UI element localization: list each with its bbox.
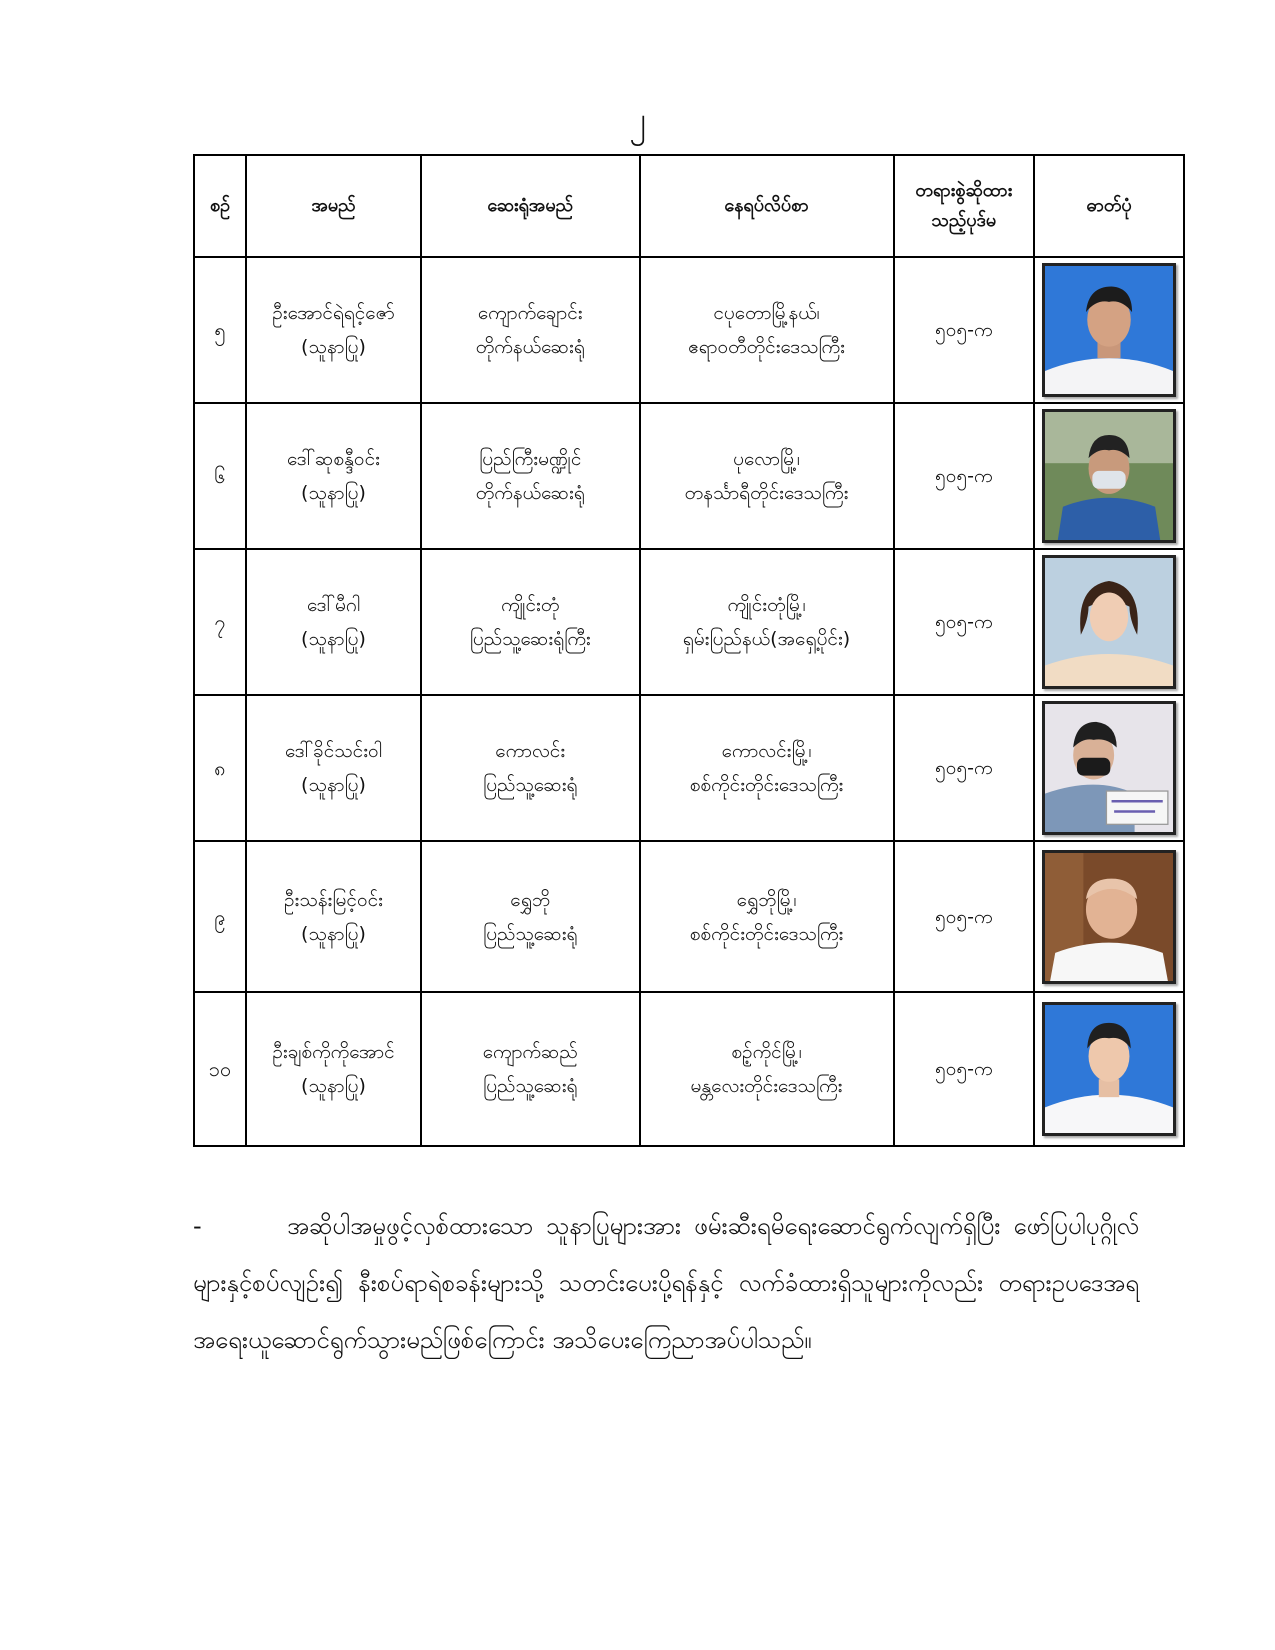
- header-photo: ဓာတ်ပုံ: [1034, 155, 1184, 257]
- row-address-line1: ရွှေဘိုမြို့၊: [736, 888, 797, 911]
- row-charge-section: ၅၀၅-က: [894, 695, 1035, 841]
- row-hospital-line2: ပြည်သူ့ဆေးရုံ: [483, 922, 578, 945]
- row-name-cell: [246, 695, 421, 841]
- row-photo-cell: [1034, 257, 1184, 403]
- row-hospital-cell: [421, 841, 640, 992]
- row-address-line2: ဧရာဝတီတိုင်းဒေသကြီး: [688, 336, 845, 358]
- row-hospital-line2: ပြည်သူ့ဆေးရုံ: [483, 774, 578, 796]
- row-role: (သူနာပြု): [301, 922, 366, 945]
- table-row: [194, 695, 1184, 841]
- nurse-roster-table: [193, 154, 1185, 1147]
- row-name-cell: [246, 549, 421, 695]
- table-row: [194, 257, 1184, 403]
- notice-text: အဆိုပါအမှုဖွင့်လှစ်ထားသော သူနာပြုများအား ဖမ်းဆီးရမိရေးဆောင်ရွက်လျက်ရှိပြီး ဖော်ပြပါပုဂ္ဂိုလ်များနှင့်စပ်လျဉ်း၍ နီးစပ်ရာရဲစခန်းများသို့ သတင်းပေးပို့ရန်နှင့် လက်ခံထားရှိသူများကိုလည်း တရားဥပဒေအရ အရေးယူဆောင်ရွက်သွားမည်ဖြစ်ကြောင်း အသိပေးကြေညာအပ်ပါသည်။: [193, 1212, 1139, 1354]
- header-name: အမည်: [246, 155, 421, 257]
- row-role: (သူနာပြု): [301, 336, 366, 358]
- row-photo-cell: [1034, 695, 1184, 841]
- row-name: ဦးချစ်ကိုကိုအောင်: [272, 1041, 395, 1063]
- row-role: (သူနာပြု): [301, 1075, 366, 1097]
- row-role: (သူနာပြု): [301, 628, 366, 650]
- row-address-cell: [640, 549, 894, 695]
- row-charge-section: ၅၀၅-က: [894, 403, 1035, 549]
- row-hospital-line1: ရွှေဘို: [510, 888, 551, 911]
- row-address-line2: တနင်္သာရီတိုင်းဒေသကြီး: [684, 482, 849, 504]
- row-name-cell: [246, 992, 421, 1146]
- row-address-line2: စစ်ကိုင်းတိုင်းဒေသကြီး: [689, 774, 844, 796]
- row-hospital-cell: [421, 257, 640, 403]
- page-number: ၂: [629, 100, 646, 140]
- row-hospital-cell: [421, 695, 640, 841]
- row-address-line1: ပုလောမြို့၊: [733, 448, 800, 470]
- table-header-row: [194, 155, 1184, 257]
- row-address-line1: ကျိုင်းတုံမြို့၊: [727, 594, 806, 616]
- row-number: ၈: [194, 695, 246, 841]
- row-photo-cell: [1034, 841, 1184, 992]
- header-no: စဉ်: [194, 155, 246, 257]
- row-role: (သူနာပြု): [301, 482, 366, 504]
- person-photo-icon: [1042, 1002, 1176, 1136]
- notice-paragraph: [193, 1198, 1139, 1369]
- header-hospital: ဆေးရုံအမည်: [421, 155, 640, 257]
- table-row: [194, 549, 1184, 695]
- row-hospital-line2: ပြည်သူ့ဆေးရုံ: [483, 1075, 578, 1097]
- row-hospital-cell: [421, 549, 640, 695]
- row-hospital-line1: ကောလင်း: [495, 740, 566, 762]
- person-photo-icon: [1042, 555, 1176, 689]
- row-hospital-line1: ကျောက်ဆည်: [482, 1041, 578, 1063]
- row-address-cell: [640, 992, 894, 1146]
- table-row: [194, 403, 1184, 549]
- header-address: နေရပ်လိပ်စာ: [640, 155, 894, 257]
- row-charge-section: ၅၀၅-က: [894, 549, 1035, 695]
- row-address-line2: မန္တလေးတိုင်းဒေသကြီး: [690, 1075, 843, 1097]
- row-name: ဦးသန်းမြင့်ဝင်း: [283, 888, 383, 911]
- row-name-cell: [246, 257, 421, 403]
- notice-dash: -: [193, 1212, 202, 1240]
- row-role: (သူနာပြု): [301, 774, 366, 796]
- row-address-line1: ငပုတောမြို့နယ်၊: [713, 302, 820, 324]
- row-address-line2: စစ်ကိုင်းတိုင်းဒေသကြီး: [689, 922, 844, 945]
- row-charge-section: ၅၀၅-က: [894, 841, 1035, 992]
- row-name: ဒေါ်မီဂါ: [306, 594, 361, 616]
- person-photo-icon: [1042, 409, 1176, 543]
- row-address-cell: [640, 257, 894, 403]
- header-charge-section: [894, 155, 1035, 257]
- row-name-cell: [246, 403, 421, 549]
- row-number: ၅: [194, 257, 246, 403]
- row-charge-section: ၅၀၅-က: [894, 257, 1035, 403]
- row-number: ၉: [194, 841, 246, 992]
- row-photo-cell: [1034, 403, 1184, 549]
- row-name: ဒေါ်ဆုစန္ဒီဝင်း: [287, 448, 380, 470]
- row-hospital-line1: ကျိုင်းတုံ: [501, 594, 560, 616]
- row-address-line2: ရှမ်းပြည်နယ်(အရှေ့ပိုင်း): [682, 628, 851, 650]
- table-row: [194, 992, 1184, 1146]
- person-photo-icon: [1042, 263, 1176, 397]
- row-photo-cell: [1034, 549, 1184, 695]
- row-hospital-cell: [421, 403, 640, 549]
- row-name-cell: [246, 841, 421, 992]
- row-address-line1: စဉ့်ကိုင်မြို့၊: [731, 1041, 802, 1063]
- row-hospital-line2: တိုက်နယ်ဆေးရုံ: [475, 482, 585, 504]
- row-number: ၇: [194, 549, 246, 695]
- row-hospital-line1: ပြည်ကြီးမဏ္ဍိုင်: [479, 448, 582, 470]
- row-hospital-line1: ကျောက်ချောင်း: [477, 302, 583, 324]
- row-number: ၁၀: [194, 992, 246, 1146]
- row-charge-section: ၅၀၅-က: [894, 992, 1035, 1146]
- row-address-cell: [640, 403, 894, 549]
- person-photo-icon: [1042, 701, 1176, 835]
- person-photo-icon: [1042, 850, 1176, 984]
- row-number: ၆: [194, 403, 246, 549]
- table-row: [194, 841, 1184, 992]
- row-name: ဒေါ်ခိုင်သင်းဝါ: [285, 740, 382, 762]
- row-name: ဦးအောင်ရဲရင့်ဇော်: [272, 302, 395, 324]
- row-hospital-line2: ပြည်သူ့ဆေးရုံကြီး: [469, 628, 591, 650]
- header-charge-line1: တရားစွဲဆိုထား: [915, 180, 1013, 201]
- row-hospital-line2: တိုက်နယ်ဆေးရုံ: [475, 336, 585, 358]
- row-photo-cell: [1034, 992, 1184, 1146]
- row-address-cell: [640, 695, 894, 841]
- row-hospital-cell: [421, 992, 640, 1146]
- row-address-line1: ကောလင်းမြို့၊: [721, 740, 812, 762]
- header-charge-line2: သည့်ပုဒ်မ: [931, 210, 997, 231]
- row-address-cell: [640, 841, 894, 992]
